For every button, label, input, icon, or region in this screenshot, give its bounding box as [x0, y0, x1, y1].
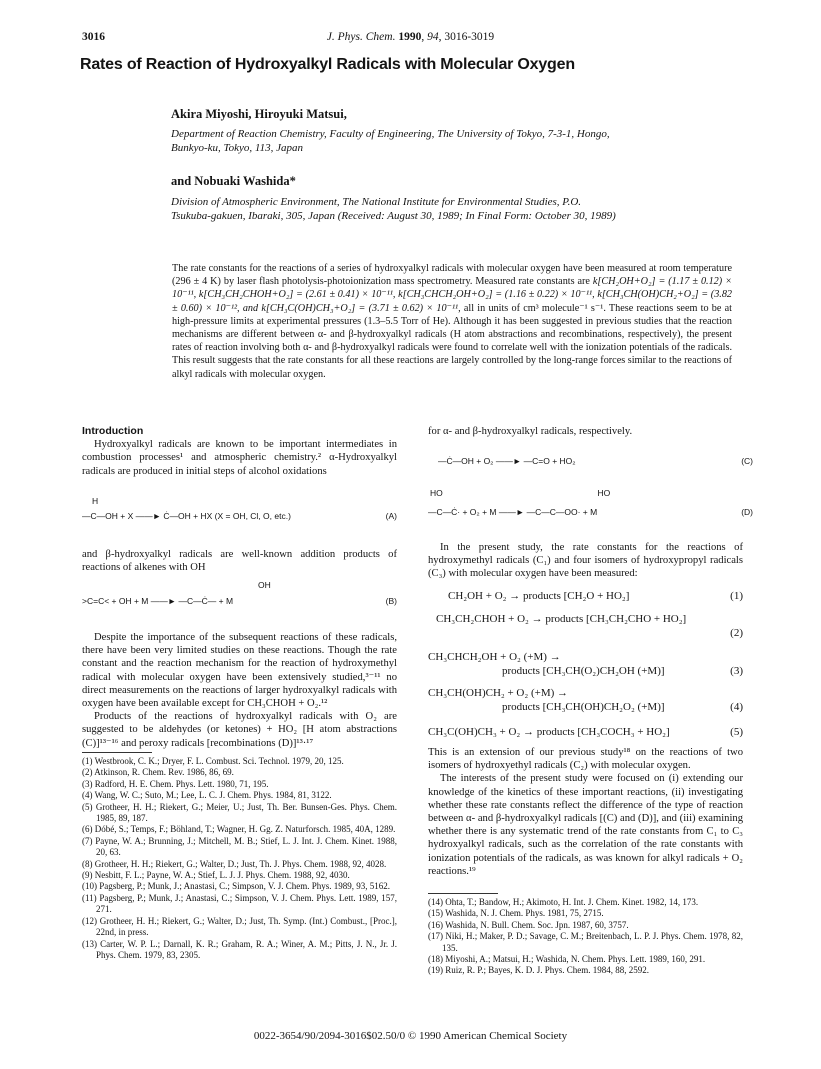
equation-4-number: (4) [730, 701, 743, 713]
scheme-b [82, 580, 397, 612]
abstract-sentence-2: all in units of cm³ molecule⁻¹ s⁻¹. These reactions seem to be at high-pressure limits at experimental pressures (1.3–5.5 Torr of He). Although it has been suggested in previous studies that the reaction mechanisms are different between α- and β-hydroxyalkyl radicals (H atom abstractions and recombinations, respectively), the present rates of reaction involving both α- and β-hydroxyalkyl radicals were found to correlate well with the ionization potentials of the radicals. This result suggests that the rate constants for all these reactions are largely controlled by the long-range forces similar to the reactions of alkyl radicals with molecular oxygen. [172, 302, 732, 380]
extension-paragraph: This is an extension of our previous study¹⁸ on the reactions of two isomers of hydroxyethyl radicals (C₂) with molecular oxygen. [428, 747, 743, 772]
scheme-d-equation: —C—Ċ· + O₂ + M ——► —C—C—OO· + M [428, 507, 598, 517]
scheme-a [82, 496, 397, 526]
interests-paragraph: The interests of the present study were focused on (i) extending our knowledge of the kinetics of these important reactions, (ii) investigating whether these rate constants reflect the difference of the type of reaction between α- and β-hydroxyalkyl radicals [(C) and (D)], and (iii) examining whether there is any systematic trend of the rate constants from C₁ to C₃ hydroxyalkyl radicals, such as the correlation of the rate constants with ionization potentials of the radicals, as was known for alkyl radicals + O₂ reactions.¹⁹ [428, 773, 743, 877]
equation-3-line2: products [CH₃CH(O₂)CH₂OH (+M)] [502, 665, 665, 677]
reference-item: (15) Washida, N. J. Chem. Phys. 1981, 75, 2715. [428, 908, 604, 919]
equation-4 [428, 686, 743, 714]
scheme-a-label: (A) [385, 511, 397, 521]
journal-year: 1990 [398, 31, 422, 43]
reference-item: (1) Westbrook, C. K.; Dryer, F. L. Combust. Sci. Technol. 1979, 20, 125. [82, 756, 344, 766]
equation-5-text: CH₃C(OH)CH₃ + O₂ → products [CH₃COCH₃ + HO₂] [428, 726, 670, 738]
reference-item: (6) Dóbé, S.; Temps, F.; Böhland, T.; Wagner, H. Gg. Z. Naturforsch. 1985, 40A, 1289. [82, 824, 396, 835]
reference-item: (8) Grotheer, H. H.; Riekert, G.; Walter, D.; Just, Th. J. Phys. Chem. 1988, 92, 4028. [82, 858, 387, 869]
equation-2-text: CH₃CH₂CHOH + O₂ → products [CH₃CH₂CHO + HO₂] [436, 613, 687, 625]
scheme-a-hydrogen: H [92, 496, 99, 506]
page-number: 3016 [82, 31, 105, 43]
article-title: Rates of Reaction of Hydroxyalkyl Radicals with Molecular Oxygen [80, 56, 575, 73]
scheme-d-hydroxyl-left: HO [430, 488, 443, 498]
introduction-section [82, 425, 397, 478]
scheme-b-label: (B) [385, 596, 397, 606]
scheme-b-equation: >C=C< + OH + M ——► —C—Ċ— + M [82, 596, 234, 606]
right-body [428, 746, 743, 878]
affiliation-primary-line2: Bunkyo-ku, Tokyo, 113, Japan [171, 142, 303, 154]
reference-item: (2) Atkinson, R. Chem. Rev. 1986, 86, 69. [82, 767, 234, 778]
equation-3 [428, 650, 743, 678]
journal-name: J. Phys. Chem. [326, 31, 396, 43]
equation-5-number: (5) [730, 726, 743, 738]
equation-1-number: (1) [730, 590, 743, 602]
equation-2-number: (2) [730, 627, 743, 639]
affiliation-secondary [171, 195, 731, 223]
affiliation-secondary-line1: Division of Atmospheric Environment, The National Institute for Environmental Studies, P.O. [171, 196, 582, 208]
reference-item: (9) Nesbitt, F. L.; Payne, W. A.; Stief, L. J. J. Phys. Chem. 1988, 92, 4030. [82, 870, 350, 881]
intro-paragraph-2: and β-hydroxyalkyl radicals are well-known addition products of reactions of alkenes with OH [82, 549, 397, 574]
references-left [82, 756, 397, 961]
equation-4-line1: CH₃CH(OH)CH₂ + O₂ (+M) → [428, 687, 569, 699]
scheme-c [428, 450, 753, 472]
right-paragraph-1 [428, 541, 743, 581]
reference-item: (14) Ohta, T.; Bandow, H.; Akimoto, H. Int. J. Chem. Kinet. 1982, 14, 173. [428, 897, 699, 907]
intro-paragraph-3: Despite the importance of the subsequent reactions of these radicals, there have been very limited studies on these reactions. Though the rate constant and the reaction mechanism for the reaction of hydroxymethyl radical with molecular oxygen have been extensively studied,³⁻¹¹ no direct measurements on the reactions of larger hydroxyalkyl radicals with oxygen have been available except for CH₃CHOH + O₂.¹² [82, 632, 397, 710]
reference-item: (3) Radford, H. E. Chem. Phys. Lett. 1980, 71, 195. [82, 778, 269, 789]
equation-2 [428, 612, 743, 640]
abstract-k4: k[CH₃CH(OH)CH₂+O₂] = (3.82 ± 0.60) × 10⁻¹², and [172, 289, 733, 314]
affiliation-primary-line1: Department of Reaction Chemistry, Faculty of Engineering, The University of Tokyo, 7-3-1, Hongo, [171, 128, 610, 140]
intro-body [82, 631, 397, 750]
scheme-c-label: (C) [741, 456, 753, 466]
reference-item: (10) Pagsberg, P.; Munk, J.; Anastasi, C.; Simpson, V. J. Chem. Phys. 1989, 93, 5162. [82, 881, 391, 892]
authors-secondary: and Nobuaki Washida* [171, 174, 296, 188]
authors-primary: Akira Miyoshi, Hiroyuki Matsui, [171, 107, 347, 121]
equation-3-line1: CH₃CHCH₂OH + O₂ (+M) → [428, 651, 561, 663]
reference-item: (18) Miyoshi, A.; Matsui, H.; Washida, N. Chem. Phys. Lett. 1989, 160, 291. [428, 954, 706, 965]
abstract [172, 262, 732, 381]
copyright-footer: 0022-3654/90/2094-3016$02.50/0 © 1990 American Chemical Society [253, 1030, 568, 1042]
footnote-rule-right [428, 893, 498, 894]
scheme-c-equation: —Ċ—OH + O₂ ——► —C=O + HO₂ [438, 456, 576, 466]
equation-4-line2: products [CH₃CH(OH)CH₂O₂ (+M)] [502, 701, 665, 713]
abstract-k5: k[CH₃C(OH)CH₃+O₂] = (3.71 ± 0.62) × 10⁻¹¹, [261, 302, 464, 314]
equation-1-text: CH₂OH + O₂ → products [CH₂O + HO₂] [448, 590, 630, 602]
scheme-a-equation: —C—OH + X ——► Ċ—OH + HX (X = OH, Cl, O, etc.) [82, 511, 291, 521]
present-study-paragraph: In the present study, the rate constants for the reactions of hydroxymethyl radicals (C₁) and four isomers of hydroxypropyl radicals (C₃) with molecular oxygen have been measured: [428, 542, 743, 580]
intro-paragraph-1: Hydroxyalkyl radicals are known to be important intermediates in combustion processes¹ and atmospheric chemistry.² α-Hydroxyalkyl radicals are produced in initial steps of alcohol oxidations [82, 439, 397, 477]
reference-item: (16) Washida, N. Bull. Chem. Soc. Jpn. 1987, 60, 3757. [428, 919, 629, 930]
reference-item: (7) Payne, W. A.; Brunning, J.; Mitchell, M. B.; Stief, L. J. Int. J. Chem. Kinet. 1988, 20, 63. [82, 835, 397, 858]
equation-3-number: (3) [730, 665, 743, 677]
reference-item: (13) Carter, W. P. L.; Darnall, K. R.; Graham, R. A.; Winer, A. M.; Pitts, J. N., Jr. J. Phys. Chem. 1979, 83, 2305. [82, 938, 397, 960]
abstract-k1: k[CH₂OH+O₂] = (1.17 ± 0.12) × 10⁻¹¹, [172, 276, 732, 301]
reference-item: (5) Grotheer, H. H.; Riekert, G.; Meier, U.; Just, Th. Ber. Bunsen-Ges. Phys. Chem. 1985, 89, 187. [82, 801, 397, 824]
journal-header: J. Phys. Chem. 1990, 94, 3016-3019 [326, 31, 495, 43]
reference-item: (4) Wang, W. C.; Suto, M.; Lee, L. C. J. Chem. Phys. 1984, 81, 3122. [82, 790, 332, 801]
journal-volume: 94 [427, 31, 439, 43]
affiliation-secondary-line2: Tsukuba-gakuen, Ibaraki, 305, Japan (Received: August 30, 1989; In Final Form: October 30, 1989) [171, 210, 616, 222]
reference-item: (11) Pagsberg, P.; Munk, J.; Anastasi, C.; Simpson, V. J. Chem. Phys. Lett. 1989, 157, 271. [82, 892, 397, 915]
abstract-k2: k[CH₃CH₂CHOH+O₂] = (2.61 ± 0.41) × 10⁻¹¹, [198, 289, 399, 301]
scheme-d-hydroxyl-right: HO [597, 488, 611, 498]
abstract-sentence-1: The rate constants for the reactions of a series of hydroxyalkyl radicals with molecular oxygen have been measured at room temperature (296 ± 4 K) by laser flash photolysis-photoionization mass spectrometry. Measured rate constants are [172, 263, 732, 288]
equation-5 [428, 725, 743, 739]
journal-pages: 3016-3019 [444, 31, 495, 43]
intro-paragraph-4: Products of the reactions of hydroxyalkyl radicals with O₂ are suggested to be aldehydes (or ketones) + HO₂ [H atom abstractions (C)]¹³⁻¹⁶ and peroxy radicals [recombinations (D)]¹³·¹⁷ [82, 711, 397, 749]
reference-item: (19) Ruiz, R. P.; Bayes, K. D. J. Phys. Chem. 1984, 88, 2592. [428, 965, 650, 976]
affiliation-primary [171, 127, 731, 155]
right-intro-continuation: for α- and β-hydroxyalkyl radicals, respectively. [428, 426, 633, 437]
footnote-rule-left [82, 752, 152, 753]
abstract-k3: k[CH₃CHCH₂OH+O₂] = (1.16 ± 0.22) × 10⁻¹¹, [398, 289, 598, 301]
references-right [428, 897, 743, 977]
scheme-d [428, 487, 753, 525]
reference-item: (17) Niki, H.; Maker, P. D.; Savage, C. M.; Breitenbach, L. P. J. Phys. Chem. 1978, 82, 135. [428, 931, 743, 953]
reference-item: (12) Grotheer, H. H.; Riekert, G.; Walter, D.; Just, Th. Symp. (Int.) Combust., [Proc.], 22nd, in press. [82, 915, 397, 938]
equation-1 [428, 589, 743, 603]
scheme-b-hydroxyl: OH [258, 580, 271, 590]
introduction-heading: Introduction [82, 425, 144, 437]
scheme-d-label: (D) [741, 507, 753, 517]
